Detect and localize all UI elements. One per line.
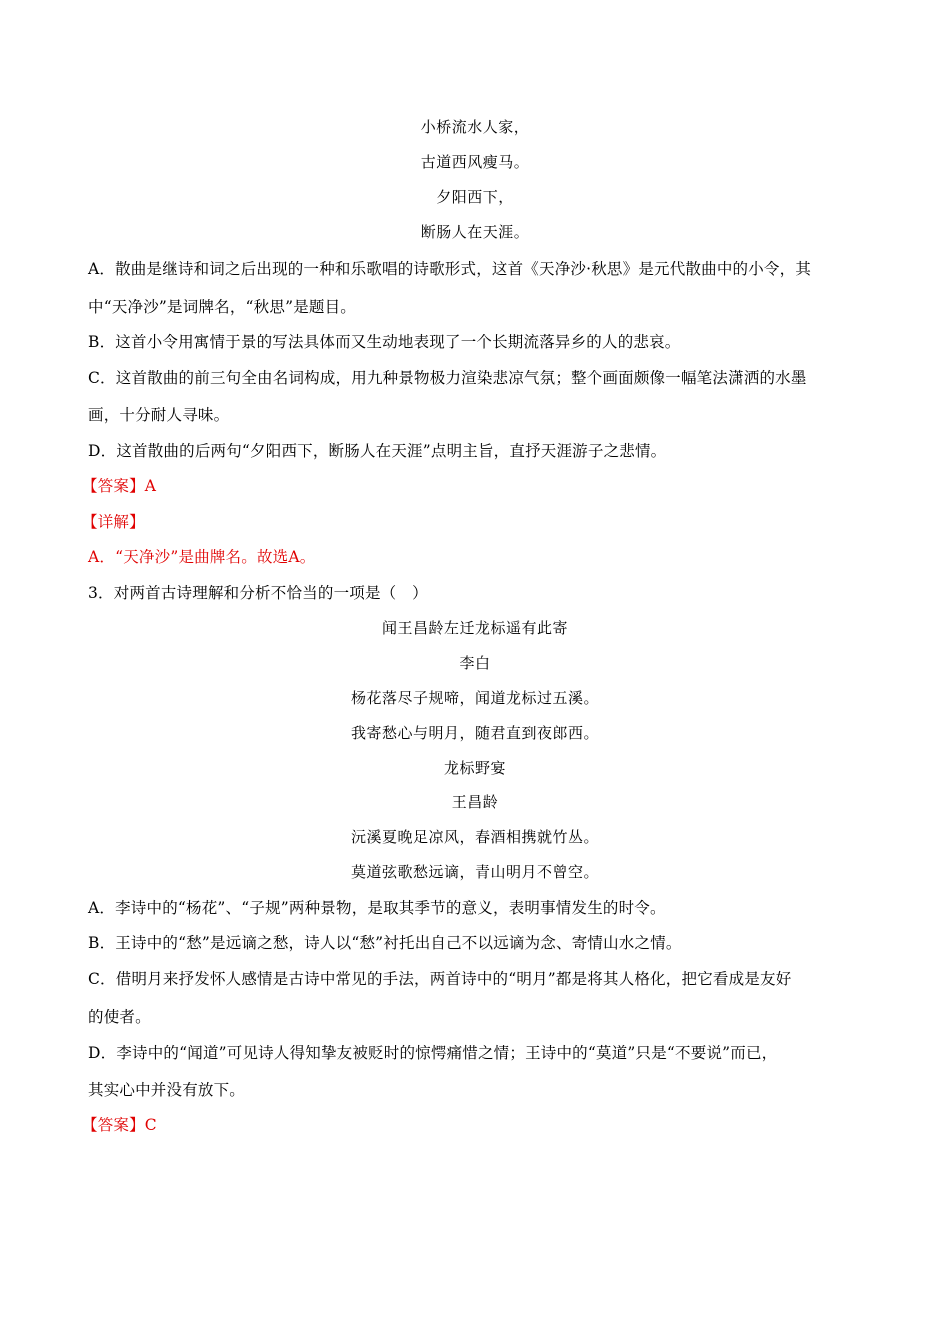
poem-a-author: 李白 <box>459 654 491 672</box>
q3-answer: 【答案】C <box>82 1116 157 1134</box>
q3-option-c-line-2: 的使者。 <box>88 1008 151 1026</box>
q2-option-c-line-1: C．这首散曲的前三句全由名词构成，用九种景物极力渲染悲凉气氛；整个画面颇像一幅笔法潇洒的水墨 <box>88 369 807 387</box>
q3-option-b: B．王诗中的“愁”是远谪之愁，诗人以“愁”衬托出自己不以远谪为念、寄情山水之情。 <box>88 934 682 952</box>
q3-option-a: A．李诗中的“杨花”、“子规”两种景物，是取其季节的意义，表明事情发生的时令。 <box>88 899 666 917</box>
q2-option-a-line-1: A．散曲是继诗和词之后出现的一种和乐歌唱的诗歌形式，这首《天净沙·秋思》是元代散曲中的小令，其 <box>88 260 812 278</box>
q3-stem: 3．对两首古诗理解和分析不恰当的一项是（ ） <box>88 584 428 602</box>
q2-detail: A．“天净沙”是曲牌名。故选A。 <box>88 548 316 566</box>
poem1-line-1: 小桥流水人家， <box>420 118 530 136</box>
poem-a-title: 闻王昌龄左迁龙标遥有此寄 <box>381 619 568 637</box>
poem-a-line-2: 我寄愁心与明月，随君直到夜郎西。 <box>350 724 599 742</box>
poem-b-author: 王昌龄 <box>451 793 499 811</box>
poem-b-line-1: 沅溪夏晚足凉风，春酒相携就竹丛。 <box>350 828 599 846</box>
q3-option-d-line-2: 其实心中并没有放下。 <box>88 1081 246 1099</box>
poem-b-title: 龙标野宴 <box>443 759 506 777</box>
q2-option-b: B．这首小令用寓情于景的写法具体而又生动地表现了一个长期流落异乡的人的悲哀。 <box>88 333 681 351</box>
q2-option-a-line-2: 中“天净沙”是词牌名，“秋思”是题目。 <box>88 298 356 316</box>
q2-option-c-line-2: 画，十分耐人寻味。 <box>88 406 230 424</box>
q3-option-c-line-1: C．借明月来抒发怀人感情是古诗中常见的手法，两首诗中的“明月”都是将其人格化，把它看成是友好 <box>88 970 792 988</box>
q2-option-d: D．这首散曲的后两句“夕阳西下，断肠人在天涯”点明主旨，直抒天涯游子之悲情。 <box>88 442 667 460</box>
poem-a-line-1: 杨花落尽子规啼，闻道龙标过五溪。 <box>350 689 599 707</box>
q2-answer: 【答案】A <box>82 477 157 495</box>
q2-detail-label: 【详解】 <box>82 513 145 531</box>
poem1-line-2: 古道西风瘦马。 <box>420 153 530 171</box>
poem-b-line-2: 莫道弦歌愁远谪，青山明月不曾空。 <box>350 863 599 881</box>
poem1-line-4: 断肠人在天涯。 <box>420 223 530 241</box>
q3-option-d-line-1: D．李诗中的“闻道”可见诗人得知挚友被贬时的惊愕痛惜之情；王诗中的“莫道”只是“不要说”而已， <box>88 1044 778 1062</box>
poem1-line-3: 夕阳西下， <box>436 188 514 206</box>
